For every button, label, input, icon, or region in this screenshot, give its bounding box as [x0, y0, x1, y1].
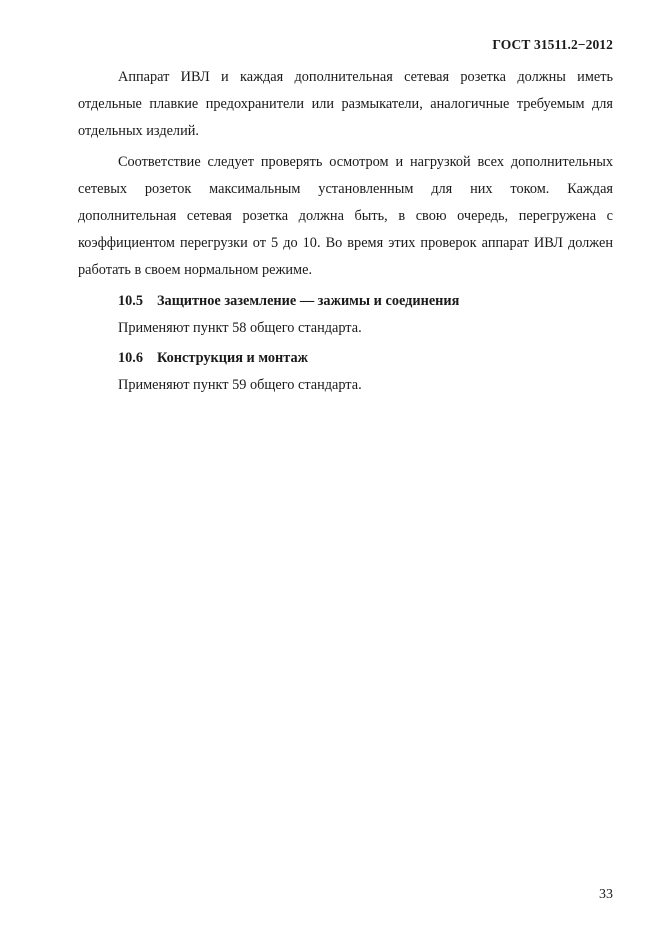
paragraph-compliance-check: Соответствие следует проверять осмотром и нагрузкой всех дополнительных сетевых розеток максимальным установленным для них током. Каждая дополнительная сетевая розетка должна быть, в свою очередь, перегружена с коэффициентом перегрузки от 5 до 10. Во время этих проверок аппарат ИВЛ должен работать в своем нормальном режиме.	[78, 153, 613, 279]
section-text-10-6: Применяют пункт 59 общего стандарта.	[118, 377, 362, 394]
paragraph-ventilator-fuses: Аппарат ИВЛ и каждая дополнительная сетевая розетка должны иметь отдельные плавкие предохранители или размыкатели, аналогичные требуемым для отдельных изделий.	[78, 69, 613, 140]
section-number: 10.6	[118, 350, 144, 367]
standard-designation: ГОСТ 31511.2−2012	[492, 37, 613, 52]
section-number: 10.5	[118, 292, 144, 309]
section-text-10-5: Применяют пункт 58 общего стандарта.	[118, 319, 362, 336]
section-title: Конструкция и монтаж	[157, 350, 308, 367]
section-heading-10-5	[78, 288, 613, 315]
document-body	[78, 64, 613, 399]
section-title: Защитное заземление — зажимы и соединения	[157, 292, 460, 309]
page-number: 33	[599, 887, 613, 902]
section-heading-10-6	[78, 345, 613, 372]
